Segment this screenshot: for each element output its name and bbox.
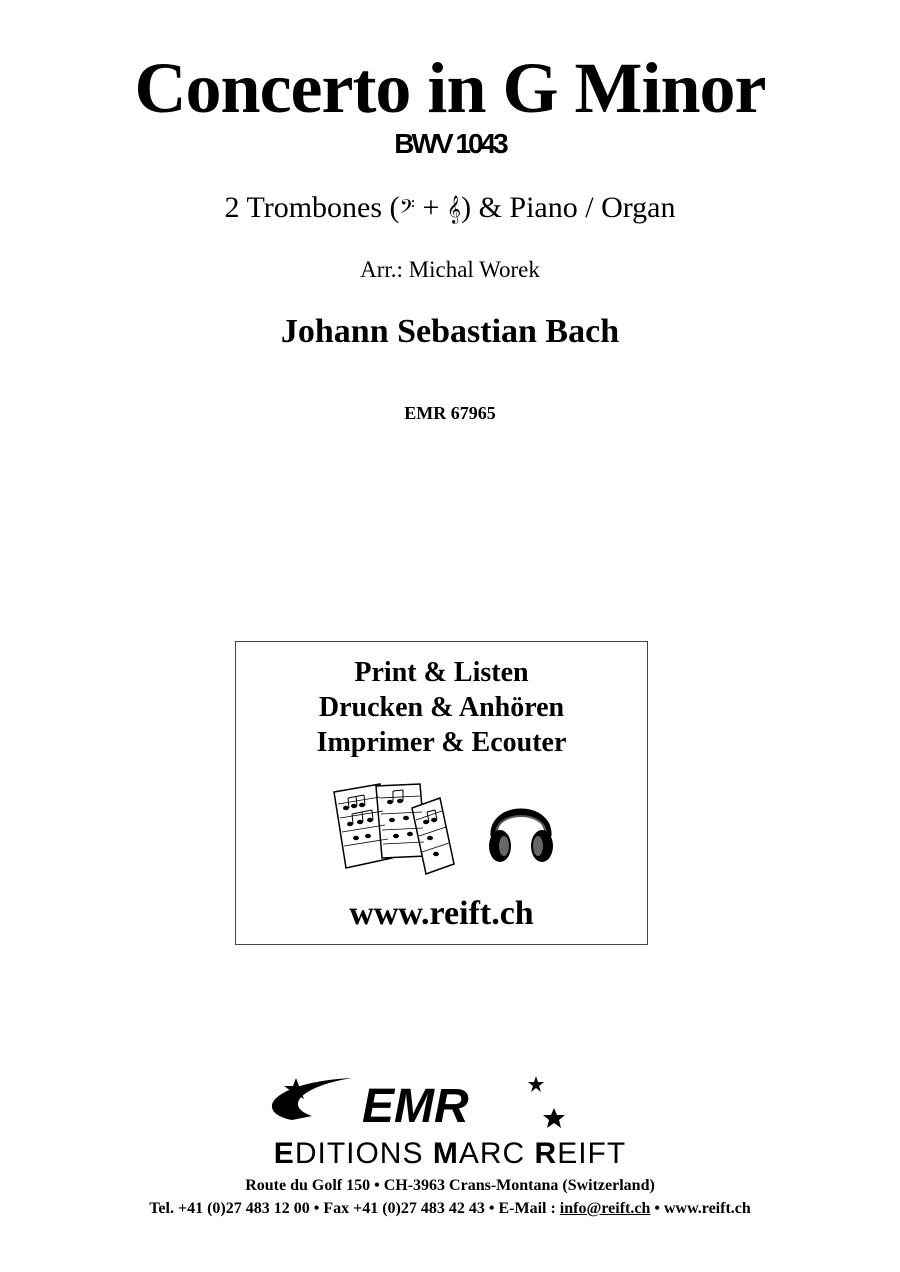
bass-clef-icon: 𝄢 <box>399 195 415 223</box>
publisher-initial-m: M <box>432 1137 459 1170</box>
treble-clef-icon: 𝄞 <box>446 195 462 223</box>
instrumentation-plus: + <box>414 191 447 224</box>
publisher-address: Route du Golf 150 • CH-3963 Crans-Montana (Switzerland) <box>245 1177 655 1194</box>
emr-logo <box>232 1072 672 1136</box>
headphones-icon <box>486 790 556 870</box>
instrumentation <box>0 190 900 227</box>
promo-line-german: Drucken & Anhören <box>318 692 565 723</box>
logo-text: EMR <box>362 1080 469 1133</box>
publisher-word-2: ARC <box>458 1137 535 1170</box>
publisher-name <box>0 1137 900 1171</box>
publisher-initial-e: E <box>273 1137 295 1170</box>
promo-line-english: Print & Listen <box>354 657 529 688</box>
publisher-word-3: EIFT <box>557 1137 627 1170</box>
arranger: Arr.: Michal Worek <box>360 257 540 282</box>
catalog-number: BWV 1043 <box>394 128 506 159</box>
contact-phone-fax: Tel. +41 (0)27 483 12 00 • Fax +41 (0)27 483 42 43 • E-Mail : <box>149 1200 560 1217</box>
promo-line-french: Imprimer & Ecouter <box>316 727 567 758</box>
publisher-word-1: DITIONS <box>294 1137 433 1170</box>
instrumentation-suffix: ) & Piano / Organ <box>461 191 676 224</box>
print-listen-box <box>235 641 648 945</box>
contact-email-link[interactable]: info@reift.ch <box>559 1200 651 1217</box>
instrumentation-prefix: 2 Trombones ( <box>224 191 400 224</box>
composer: Johann Sebastian Bach <box>280 313 620 350</box>
publisher-initial-r: R <box>534 1137 558 1170</box>
publisher-contact <box>0 1199 900 1219</box>
sheet-music-icon <box>328 778 458 878</box>
contact-website[interactable]: • www.reift.ch <box>650 1200 751 1217</box>
promo-website[interactable]: www.reift.ch <box>349 895 534 932</box>
product-code: EMR 67965 <box>404 403 496 423</box>
page-title: Concerto in G Minor <box>134 48 766 128</box>
